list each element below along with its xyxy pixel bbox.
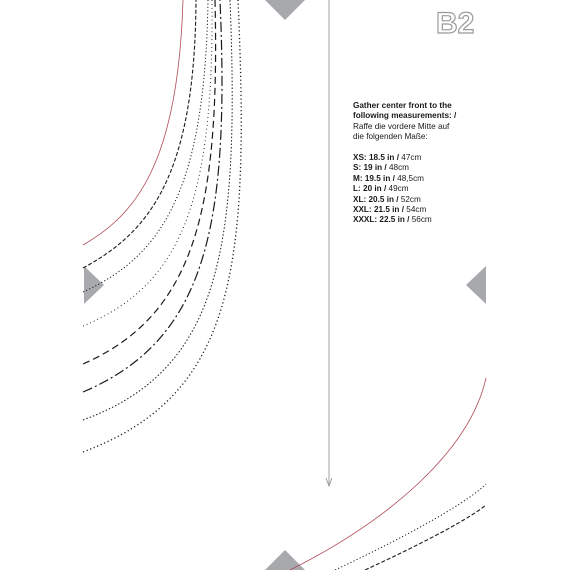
size-label: XXL: [353, 205, 372, 215]
spacer [353, 143, 493, 153]
size-line-xs [83, 0, 196, 268]
size-cm: 48cm [388, 163, 409, 173]
size-inch: 19 in / [363, 163, 387, 173]
size-cm: 56cm [411, 215, 432, 225]
size-cm: 49cm [388, 184, 409, 194]
instruction-german-1: Raffe die vordere Mitte auf [353, 121, 450, 131]
registration-mark-left [84, 266, 104, 304]
size-row-m [353, 174, 493, 184]
size-line-xl [83, 0, 222, 392]
registration-mark-bottom [265, 550, 305, 570]
size-line-xxxl [83, 0, 241, 452]
size-row-xs [353, 153, 493, 163]
size-line-bottom-2 [365, 505, 486, 570]
size-inch: 18.5 in / [368, 153, 399, 163]
size-cm: 48,5cm [397, 173, 425, 183]
registration-mark-top [265, 0, 305, 20]
size-line-bottom-1 [335, 484, 486, 570]
size-label: S: [353, 163, 362, 173]
size-label: XL: [353, 194, 367, 204]
size-label: L: [353, 184, 361, 194]
size-line-m [83, 0, 212, 326]
size-line-xxl [83, 0, 232, 420]
size-label: XXXL: [353, 215, 378, 225]
page-code: B2 [436, 7, 475, 40]
instruction-heading-2: following measurements: / [353, 111, 457, 121]
instruction-german-2: die folgenden Maße: [353, 132, 428, 142]
size-row-xxl [353, 205, 493, 215]
instruction-heading-1: Gather center front to the [353, 101, 452, 110]
size-inch: 19.5 in / [364, 173, 395, 183]
size-row-l [353, 184, 493, 194]
size-line-l [83, 0, 216, 364]
size-cm: 47cm [401, 153, 422, 163]
size-inch: 20.5 in / [368, 194, 399, 204]
size-row-xl [353, 195, 493, 205]
size-cm: 52cm [400, 194, 421, 204]
gather-instructions [353, 101, 493, 226]
size-inch: 20 in / [363, 184, 387, 194]
red-cut-line-bottom [290, 378, 486, 570]
size-label: M: [353, 173, 363, 183]
size-label: XS: [353, 153, 367, 163]
size-cm: 54cm [406, 205, 427, 215]
size-inch: 22.5 in / [379, 215, 410, 225]
registration-mark-right [466, 266, 486, 304]
size-inch: 21.5 in / [373, 205, 404, 215]
red-cut-line-top [83, 0, 183, 245]
size-row-xxxl [353, 215, 493, 225]
size-row-s [353, 163, 493, 173]
size-line-s [83, 0, 208, 292]
